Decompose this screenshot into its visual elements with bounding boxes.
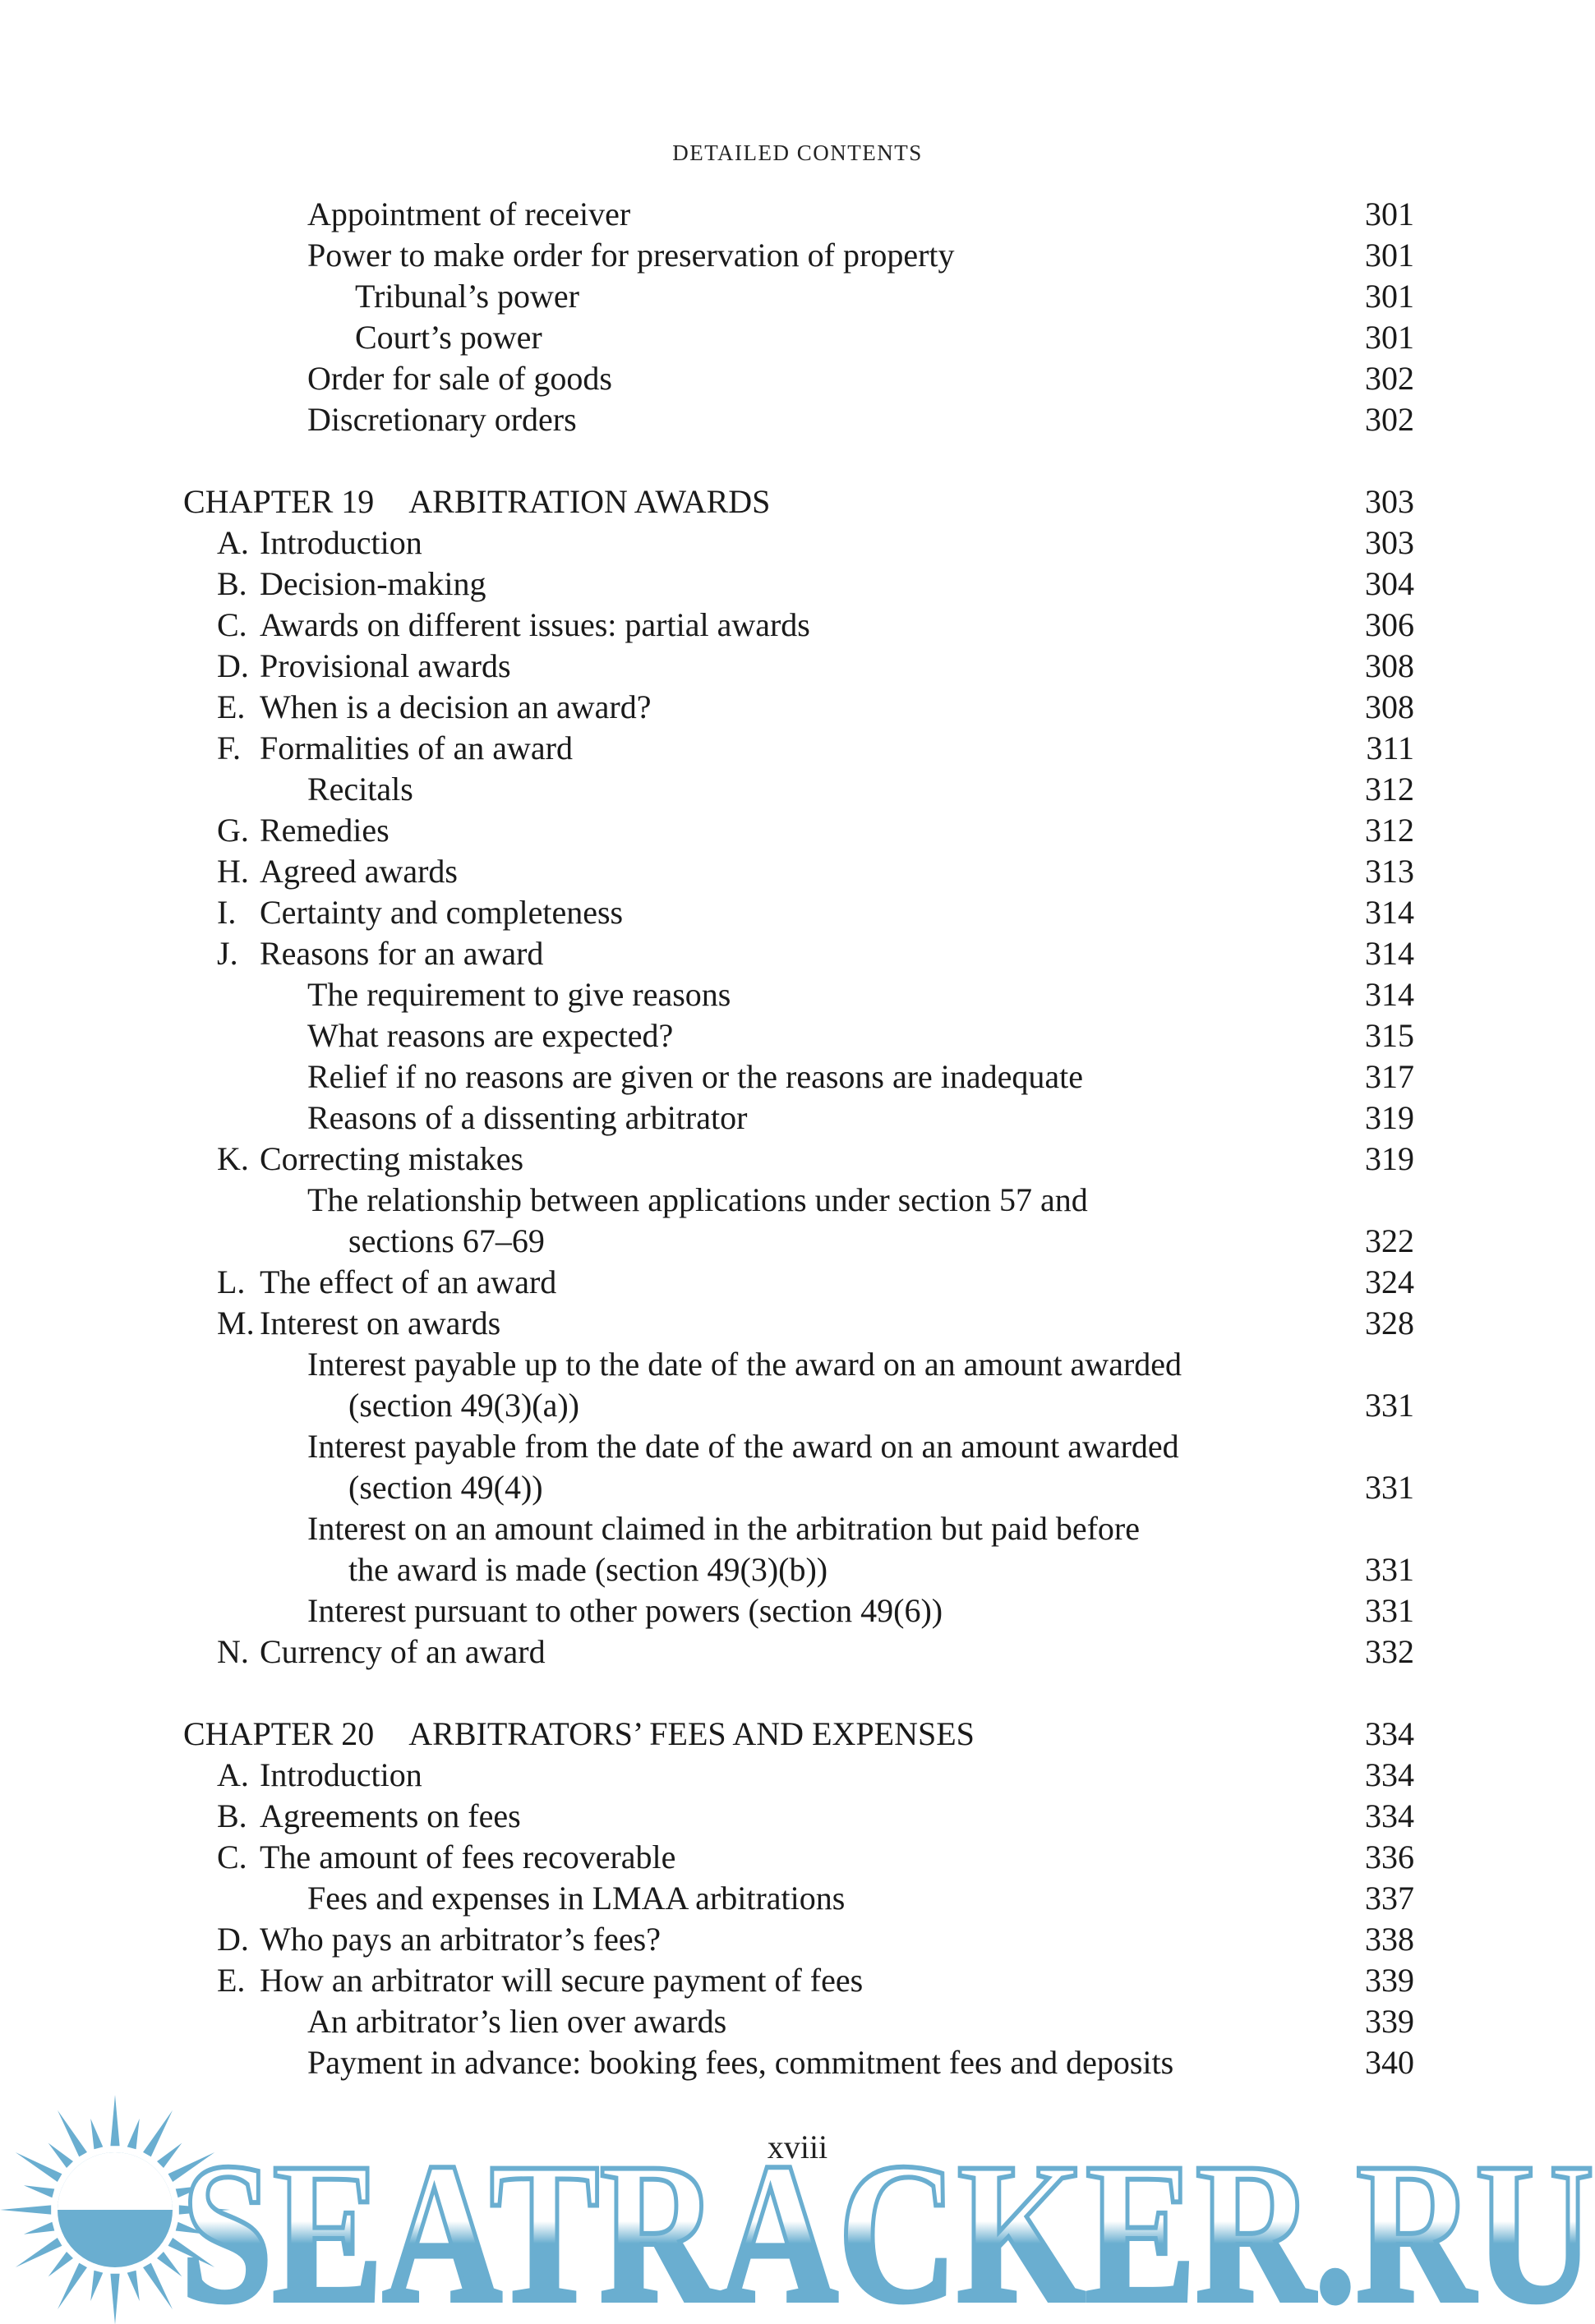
section-name: Decision-making [260, 565, 486, 602]
chapter-heading [0, 1714, 1595, 1755]
section-name: When is a decision an award? [260, 688, 652, 725]
entry-title: Interest pursuant to other powers (section 49(6)) [307, 1592, 943, 1629]
section-letter: C. [217, 1838, 247, 1875]
chapter-title [183, 481, 770, 522]
entry-title: Court’s power [355, 319, 542, 356]
section-title [217, 1919, 661, 1960]
sun-ray [16, 2238, 62, 2267]
page-ref: 301 [1365, 278, 1414, 315]
toc-entry [0, 605, 1595, 646]
section-title [217, 605, 810, 646]
entry-title: Fees and expenses in LMAA arbitrations [307, 1880, 846, 1917]
toc-entry [0, 1755, 1595, 1796]
section-letter: G. [217, 812, 249, 849]
section-title [217, 933, 543, 974]
page-ref: 338 [1365, 1921, 1414, 1958]
sun-ray [58, 2110, 87, 2157]
entry-title: Interest payable up to the date of the award on an amount awarded [307, 1346, 1182, 1383]
toc-entry [0, 1467, 1595, 1508]
section-letter: D. [217, 647, 249, 684]
section-letter: D. [217, 1921, 249, 1958]
entry-title: Order for sale of goods [307, 360, 612, 397]
entry-title: Interest payable from the date of the award on an amount awarded [307, 1428, 1179, 1465]
toc-entry [0, 1180, 1595, 1221]
page-ref: 308 [1365, 688, 1414, 725]
page-ref: 339 [1365, 2003, 1414, 2040]
chapter-title [183, 1714, 975, 1755]
entry-title: (section 49(4)) [348, 1469, 543, 1506]
section-letter: M. [217, 1305, 255, 1341]
page-ref: 314 [1365, 976, 1414, 1013]
page-ref: 302 [1365, 360, 1414, 397]
page-ref: 302 [1365, 401, 1414, 438]
page-ref: 339 [1365, 1962, 1414, 1999]
entry-title: The requirement to give reasons [307, 976, 731, 1013]
page-ref: 308 [1365, 647, 1414, 684]
section-name: Introduction [260, 524, 422, 561]
entry-title: (section 49(3)(a)) [348, 1387, 579, 1424]
toc-entry [0, 235, 1595, 276]
chapter-heading [0, 481, 1595, 522]
section-title [217, 728, 573, 769]
section-letter: C. [217, 606, 247, 643]
section-title [217, 646, 511, 687]
section-letter: J. [217, 935, 238, 972]
entry-title: Tribunal’s power [355, 278, 579, 315]
toc-entry [0, 1056, 1595, 1098]
section-title [217, 564, 486, 605]
chapter-name: ARBITRATORS’ FEES AND EXPENSES [408, 1715, 975, 1752]
page-ref: 304 [1365, 565, 1414, 602]
sun-ray [110, 2274, 119, 2324]
page-ref: 312 [1365, 812, 1414, 849]
section-letter: I. [217, 894, 237, 931]
toc-entry [0, 276, 1595, 317]
section-title [217, 1139, 523, 1180]
page-ref: 319 [1365, 1099, 1414, 1136]
sun-ray [48, 2252, 73, 2276]
toc-entry [0, 564, 1595, 605]
section-name: Provisional awards [260, 647, 511, 684]
toc-entry [0, 1796, 1595, 1837]
section-title [217, 851, 458, 892]
toc-entry [0, 317, 1595, 358]
section-title [217, 892, 623, 933]
page-ref: 328 [1365, 1305, 1414, 1341]
sun-ray [127, 2271, 140, 2301]
toc-entry [0, 728, 1595, 769]
section-name: The amount of fees recoverable [260, 1838, 676, 1875]
page-ref: 340 [1365, 2044, 1414, 2081]
toc-entry [0, 1590, 1595, 1631]
section-letter: B. [217, 565, 247, 602]
section-name: The effect of an award [260, 1263, 557, 1300]
entry-title: Interest on an amount claimed in the arbitration but paid before [307, 1510, 1140, 1547]
entry-title: An arbitrator’s lien over awards [307, 2003, 727, 2040]
sun-ray [157, 2143, 182, 2168]
page-ref: 334 [1365, 1715, 1414, 1752]
page-ref: 331 [1365, 1387, 1414, 1424]
page-ref: 315 [1365, 1017, 1414, 1054]
section-title [217, 1796, 521, 1837]
toc-entry [0, 933, 1595, 974]
toc-entry [0, 399, 1595, 440]
section-title [217, 810, 390, 851]
section-title [217, 522, 422, 564]
toc-entry [0, 1508, 1595, 1549]
chapter-name: ARBITRATION AWARDS [408, 483, 771, 520]
entry-title: the award is made (section 49(3)(b)) [348, 1551, 828, 1588]
page-ref: 303 [1365, 524, 1414, 561]
toc-entry [0, 1426, 1595, 1467]
entry-title: Relief if no reasons are given or the reasons are inadequate [307, 1058, 1084, 1095]
section-letter: K. [217, 1140, 249, 1177]
section-name: Certainty and completeness [260, 894, 624, 931]
page-ref: 314 [1365, 894, 1414, 931]
section-title [217, 1837, 675, 1878]
entry-title: Recitals [307, 771, 413, 808]
toc-entry [0, 1303, 1595, 1344]
section-title [217, 1960, 863, 2001]
page-ref: 301 [1365, 319, 1414, 356]
sun-ray [58, 2263, 87, 2310]
entry-title: Power to make order for preservation of property [307, 237, 955, 274]
section-name: Introduction [260, 1756, 422, 1793]
section-name: Formalities of an award [260, 729, 573, 766]
toc-entry [0, 892, 1595, 933]
page-ref: 334 [1365, 1756, 1414, 1793]
sun-ray [0, 2205, 51, 2214]
section-letter: E. [217, 1962, 246, 1999]
toc-entry [0, 1139, 1595, 1180]
page-ref: 336 [1365, 1838, 1414, 1875]
toc-entry [0, 646, 1595, 687]
entry-title: Reasons of a dissenting arbitrator [307, 1099, 748, 1136]
toc-entry [0, 1919, 1595, 1960]
section-letter: A. [217, 1756, 249, 1793]
sun-ray [143, 2110, 173, 2157]
section-title [217, 1755, 422, 1796]
section-name: Remedies [260, 812, 390, 849]
sun-ray [157, 2252, 182, 2276]
entry-title: Payment in advance: booking fees, commitment fees and deposits [307, 2044, 1174, 2081]
page-ref: 332 [1365, 1633, 1414, 1670]
toc-entry [0, 1098, 1595, 1139]
toc-entry [0, 522, 1595, 564]
chapter-number: CHAPTER 20 [183, 1715, 375, 1752]
toc-entry [0, 194, 1595, 235]
toc-entry [0, 1549, 1595, 1590]
sun-ray [127, 2119, 140, 2149]
toc-entry [0, 810, 1595, 851]
toc-entry [0, 1837, 1595, 1878]
page-ref: 334 [1365, 1797, 1414, 1834]
watermark-text: SEATRACKER.RU [181, 2121, 1594, 2324]
sun-ray [143, 2263, 173, 2310]
sun-ray [24, 2222, 54, 2234]
sun-ray [110, 2095, 119, 2146]
section-letter: E. [217, 688, 246, 725]
section-title [217, 1303, 500, 1344]
watermark-logo [0, 2087, 1595, 2324]
page-ref: 324 [1365, 1263, 1414, 1300]
page-ref: 312 [1365, 771, 1414, 808]
section-letter: A. [217, 524, 249, 561]
page-header: DETAILED CONTENTS [672, 140, 923, 165]
section-letter: B. [217, 1797, 247, 1834]
section-letter: F. [217, 729, 242, 766]
page-ref: 301 [1365, 237, 1414, 274]
sun-ray [90, 2271, 103, 2301]
entry-title: Appointment of receiver [307, 196, 631, 232]
toc-entry [0, 769, 1595, 810]
toc-entry [0, 687, 1595, 728]
sun-ray [16, 2152, 62, 2182]
entry-title: sections 67–69 [348, 1222, 545, 1259]
section-name: Agreements on fees [260, 1797, 521, 1834]
section-name: How an arbitrator will secure payment of fees [260, 1962, 864, 1999]
toc-entry [0, 1015, 1595, 1056]
section-name: Who pays an arbitrator’s fees? [260, 1921, 661, 1958]
entry-title: The relationship between applications under section 57 and [307, 1181, 1088, 1218]
page-number: xviii [767, 2128, 828, 2165]
section-title [217, 687, 651, 728]
page-ref: 313 [1365, 853, 1414, 890]
toc-entry [0, 2001, 1595, 2042]
sun-ray [48, 2143, 73, 2168]
entry-title: Discretionary orders [307, 401, 577, 438]
page-ref: 303 [1365, 483, 1414, 520]
page-ref: 317 [1365, 1058, 1414, 1095]
section-name: Interest on awards [260, 1305, 501, 1341]
toc-entry [0, 1878, 1595, 1919]
section-name: Currency of an award [260, 1633, 546, 1670]
section-title [217, 1262, 556, 1303]
page-ref: 322 [1365, 1222, 1414, 1259]
toc-entry [0, 1344, 1595, 1385]
section-name: Awards on different issues: partial awards [260, 606, 810, 643]
toc-entry [0, 1221, 1595, 1262]
toc-entry [0, 2042, 1595, 2083]
toc-entry [0, 851, 1595, 892]
toc-entry [0, 1385, 1595, 1426]
section-letter: L. [217, 1263, 246, 1300]
page-ref: 314 [1365, 935, 1414, 972]
toc-entry [0, 1631, 1595, 1673]
section-name: Agreed awards [260, 853, 458, 890]
page-ref: 306 [1365, 606, 1414, 643]
section-name: Reasons for an award [260, 935, 544, 972]
page-ref: 301 [1365, 196, 1414, 232]
page-ref: 319 [1365, 1140, 1414, 1177]
sun-ray [90, 2119, 103, 2149]
chapter-number: CHAPTER 19 [183, 483, 375, 520]
toc-entry [0, 1960, 1595, 2001]
toc-entry [0, 974, 1595, 1015]
section-letter: H. [217, 853, 249, 890]
entry-title: What reasons are expected? [307, 1017, 674, 1054]
toc-entry [0, 1262, 1595, 1303]
page-ref: 331 [1365, 1592, 1414, 1629]
page-ref: 337 [1365, 1880, 1414, 1917]
page-ref: 331 [1365, 1469, 1414, 1506]
section-name: Correcting mistakes [260, 1140, 524, 1177]
toc-entry [0, 358, 1595, 399]
section-title [217, 1631, 546, 1673]
section-letter: N. [217, 1633, 249, 1670]
sun-ray [24, 2185, 54, 2197]
page-ref: 311 [1366, 729, 1414, 766]
page-ref: 331 [1365, 1551, 1414, 1588]
